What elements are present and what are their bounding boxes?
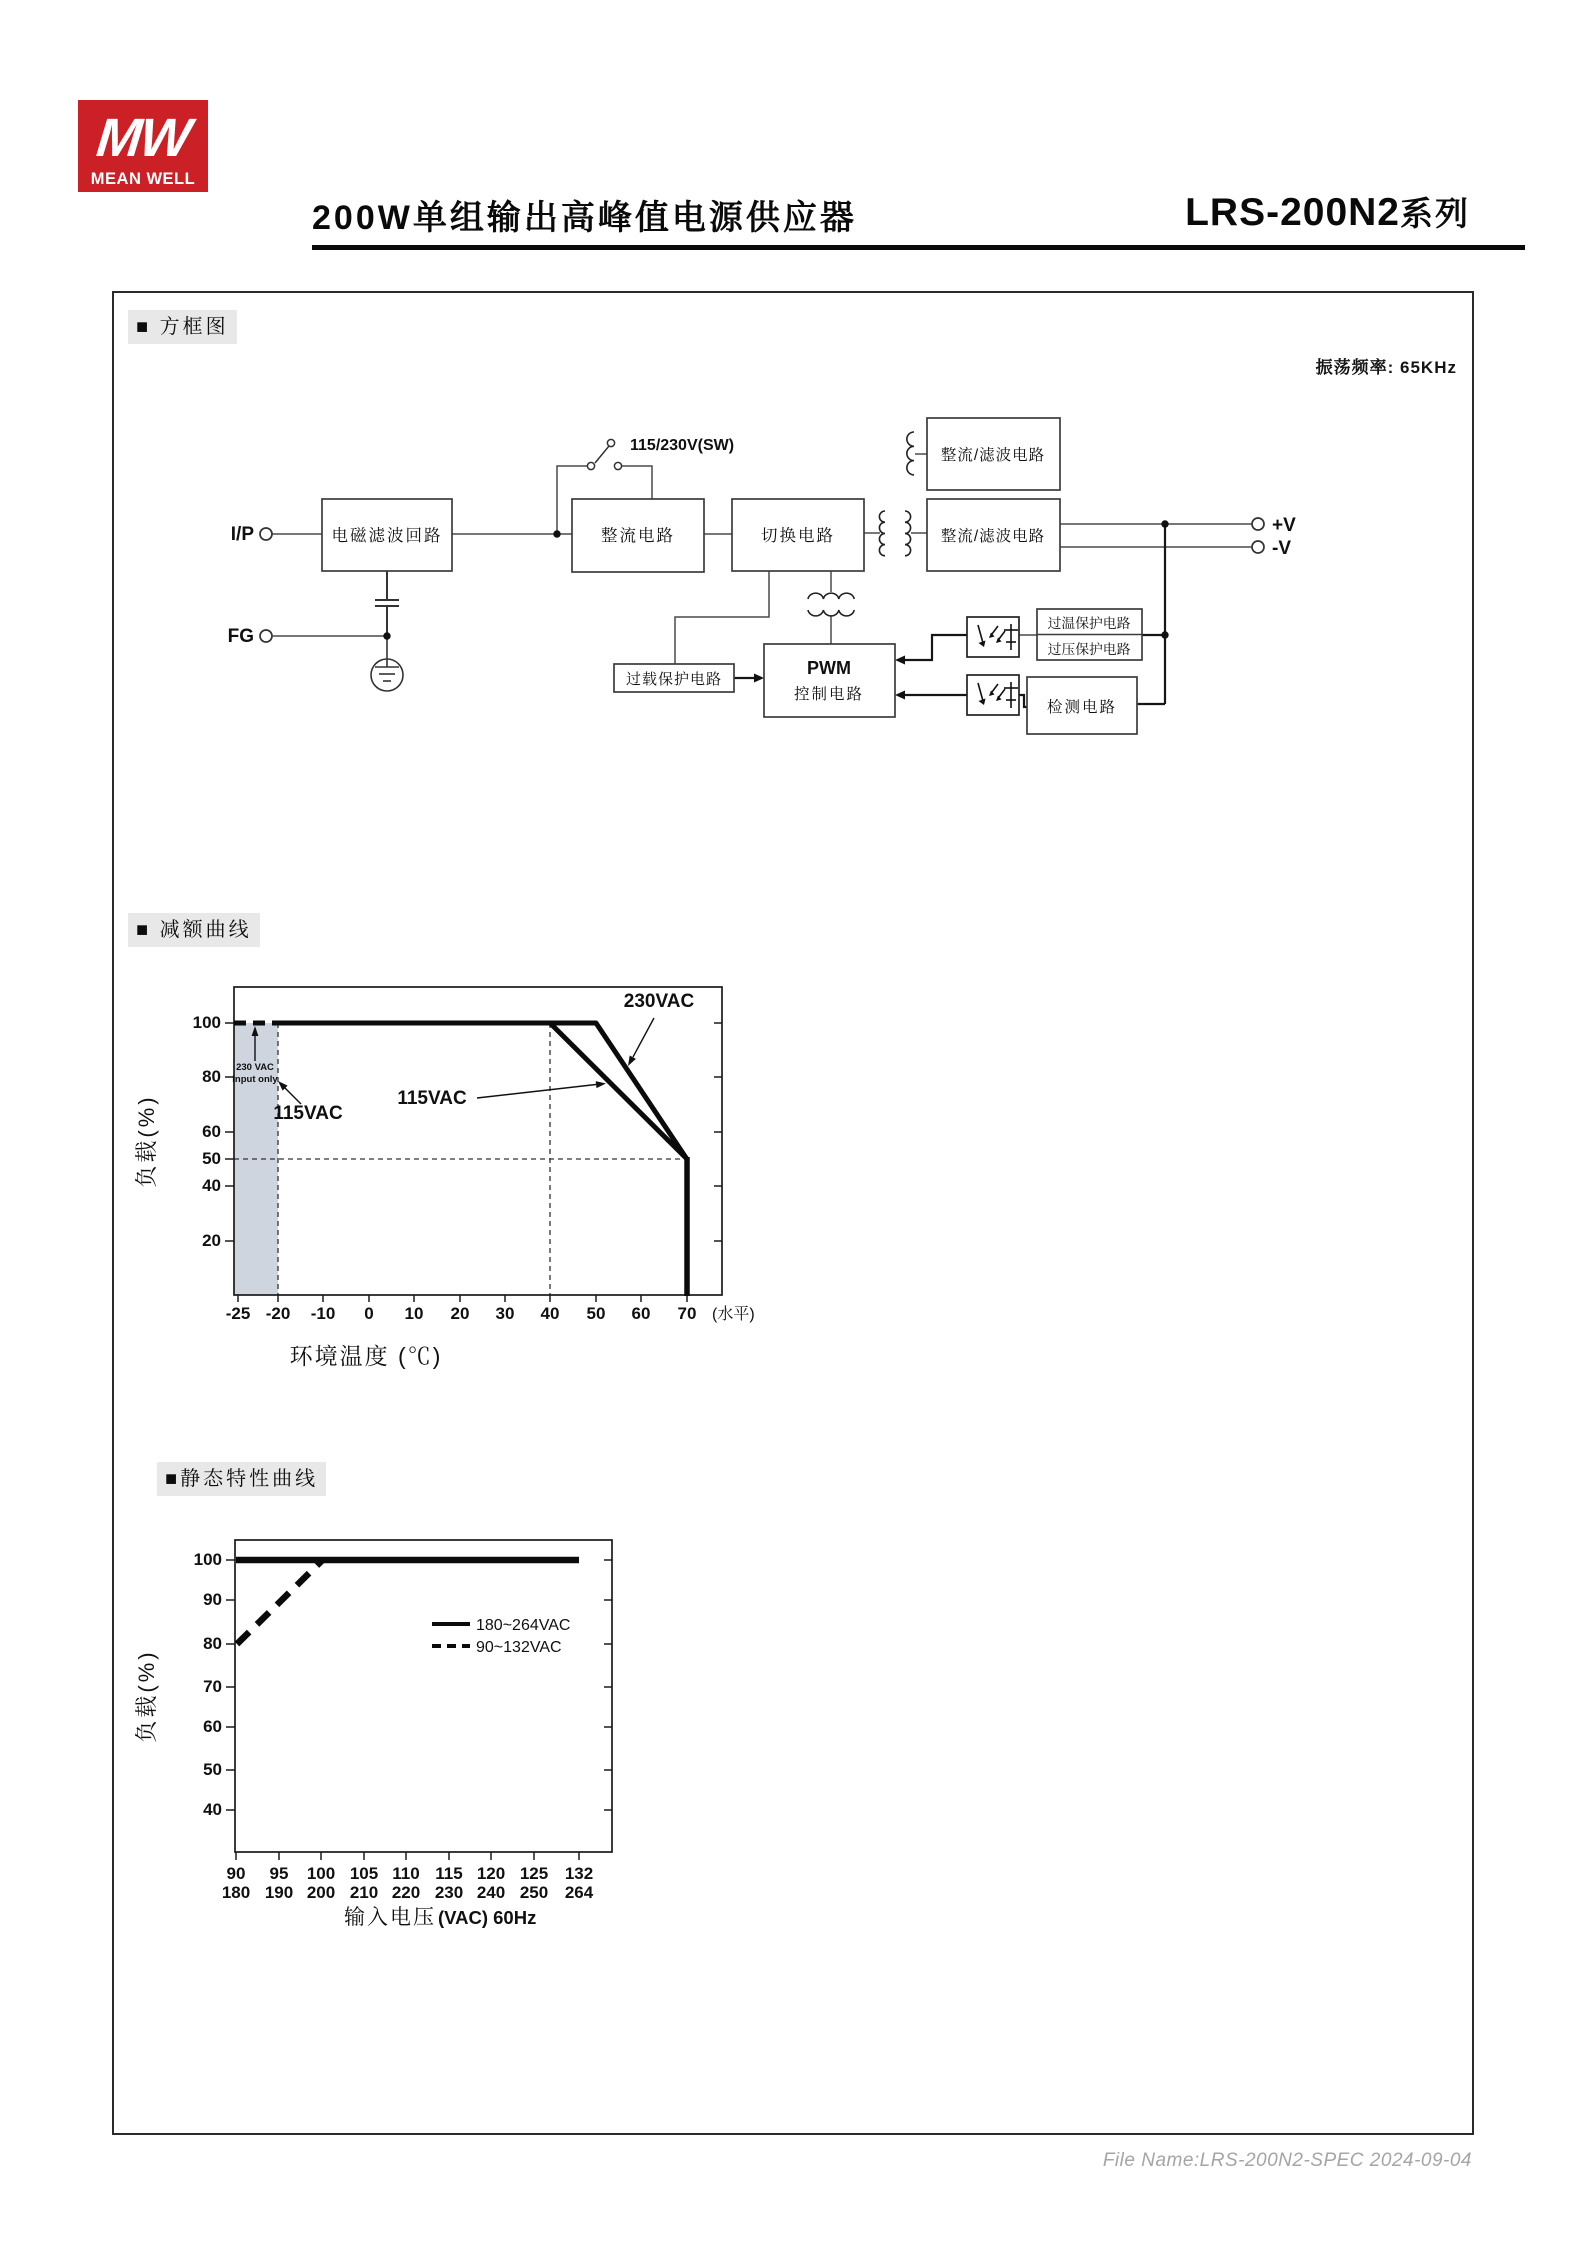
x-tick: 30	[495, 1304, 515, 1323]
y-tick: 40	[202, 1176, 221, 1195]
y-axis-labels	[194, 1550, 222, 1819]
x-tick: 190	[264, 1883, 294, 1902]
legend-entry-dashed: 90~132VAC	[476, 1639, 562, 1656]
x-tick: 20	[450, 1304, 470, 1323]
x-axis-labels-row1	[227, 1864, 594, 1883]
x-tick: 125	[519, 1864, 549, 1883]
block-rectifier	[572, 499, 704, 572]
aux-winding-icon	[907, 432, 914, 475]
x-tick: -20	[265, 1304, 291, 1323]
x-tick: 105	[349, 1864, 379, 1883]
x-unit-note: (水平)	[712, 1306, 755, 1323]
static-characteristic-chart	[114, 1473, 1472, 1953]
x-tick: 264	[564, 1883, 594, 1902]
x-tick: 132	[564, 1864, 594, 1883]
x-tick: 230	[434, 1883, 464, 1902]
x-tick: 40	[540, 1304, 560, 1323]
curve-label-115vac: 115VAC	[273, 1103, 343, 1124]
block-olp	[614, 664, 734, 692]
x-tick: 240	[476, 1883, 506, 1902]
input-terminal	[231, 524, 272, 545]
y-tick: 40	[203, 1800, 222, 1819]
y-tick: 100	[192, 1013, 221, 1032]
fg-terminal-label: FG	[227, 626, 254, 647]
voltage-selector-switch-icon	[587, 439, 621, 469]
output-terminals	[1252, 515, 1296, 559]
dashed-guides	[234, 1023, 687, 1295]
meanwell-logo-mw: MW	[93, 108, 193, 168]
x-tick: 10	[404, 1304, 424, 1323]
y-tick: 70	[203, 1677, 222, 1696]
block-rect-filter-main-label: 整流/滤波电路	[940, 528, 1046, 545]
x-tick: 95	[269, 1864, 289, 1883]
pwm-feedback-coils-icon	[808, 593, 854, 616]
y-tick: 80	[202, 1067, 221, 1086]
block-detect	[1027, 677, 1137, 734]
y-tick: 50	[203, 1760, 222, 1779]
x-axis-labels	[226, 1304, 755, 1323]
optocoupler-top	[967, 617, 1019, 657]
x-tick: 50	[586, 1304, 606, 1323]
title-underline	[312, 245, 1525, 250]
y-axis-title: 负载(%)	[134, 1094, 159, 1188]
section-title-block-diagram: ■ 方框图	[128, 310, 237, 344]
x-tick: 115	[435, 1864, 463, 1883]
diagram-wires	[272, 454, 1252, 707]
annotation-115vac-left	[273, 1081, 343, 1124]
curve-label-115vac: 115VAC	[397, 1088, 467, 1109]
capacitor-icon	[375, 571, 399, 636]
y-axis-title: 负载(%)	[134, 1649, 159, 1743]
series-title	[1185, 188, 1470, 235]
transformer-icon	[879, 511, 910, 556]
series-code: LRS-200N2	[1185, 191, 1400, 234]
x-tick: 70	[677, 1304, 697, 1323]
earth-ground-icon	[371, 636, 403, 691]
x-tick: 180	[221, 1883, 251, 1902]
x-tick: 90	[226, 1864, 246, 1883]
x-tick: 220	[391, 1883, 421, 1902]
block-switching-label: 切换电路	[761, 527, 835, 545]
ip-terminal-label: I/P	[230, 524, 254, 545]
x-tick: 200	[306, 1883, 336, 1902]
x-tick: -25	[225, 1304, 251, 1323]
y-tick: 80	[203, 1634, 222, 1653]
curve-label-230vac: 230VAC	[623, 991, 695, 1012]
chart-frame	[234, 987, 722, 1295]
block-detect-label: 检测电路	[1046, 699, 1118, 716]
page-title: 200W单组输出高峰值电源供应器	[312, 199, 857, 237]
switch-label: 115/230V(SW)	[630, 437, 735, 454]
x-tick: 100	[306, 1864, 336, 1883]
block-rect-filter-top	[927, 418, 1060, 490]
x-axis-title: 环境温度 (℃)	[289, 1343, 443, 1369]
y-axis-ticks	[225, 1023, 722, 1241]
oscillator-frequency-note: 振荡频率: 65KHz	[1315, 358, 1457, 377]
chart-frame	[235, 1540, 612, 1852]
legend-entry-solid: 180~264VAC	[476, 1617, 571, 1634]
legend	[432, 1617, 570, 1656]
section-title-static: ■静态特性曲线	[157, 1462, 326, 1496]
vplus-terminal-label: +V	[1272, 515, 1296, 536]
block-pwm	[764, 644, 895, 717]
x-axis-ticks	[236, 1852, 579, 1860]
optocoupler-bottom	[967, 675, 1019, 715]
x-axis-ticks	[238, 1295, 687, 1302]
x-tick: 250	[519, 1883, 549, 1902]
x-tick: 0	[364, 1304, 374, 1323]
y-tick: 100	[193, 1550, 222, 1569]
y-axis-labels	[193, 1013, 221, 1250]
block-otp-ovp	[1037, 609, 1142, 660]
x-tick: 120	[476, 1864, 506, 1883]
block-switching	[732, 499, 864, 571]
content-frame	[112, 291, 1474, 2135]
ann-line1: 230 VAC	[236, 1062, 274, 1073]
x-tick: 60	[631, 1304, 651, 1323]
series-suffix: 系列	[1400, 195, 1470, 232]
fg-terminal	[228, 626, 387, 647]
meanwell-logo	[78, 100, 208, 192]
block-pwm-label1: PWM	[807, 658, 851, 678]
block-emi-filter-label: 电磁滤波回路	[331, 527, 443, 545]
y-tick: 90	[203, 1590, 222, 1609]
x-tick: -10	[310, 1304, 336, 1323]
x-tick: 110	[392, 1864, 420, 1883]
block-rect-filter-top-label: 整流/滤波电路	[940, 447, 1046, 464]
block-pwm-label2: 控制电路	[793, 686, 865, 703]
block-diagram	[114, 293, 1472, 853]
block-olp-label: 过载保护电路	[625, 671, 723, 688]
x-axis-title	[344, 1906, 536, 1929]
x-tick: 210	[349, 1883, 379, 1902]
block-emi-filter	[322, 499, 452, 571]
annotation-230vac	[624, 991, 695, 1066]
x-axis-labels-row2	[222, 1883, 594, 1902]
vminus-terminal-label: -V	[1272, 538, 1291, 559]
block-otp-label: 过温保护电路	[1047, 616, 1131, 631]
meanwell-logo-name: MEAN WELL	[90, 170, 196, 188]
y-tick: 60	[203, 1717, 222, 1736]
block-ovp-label: 过压保护电路	[1047, 642, 1131, 657]
derating-chart	[114, 893, 1472, 1373]
block-rect-filter-main	[927, 499, 1060, 571]
ann-line2: Input only	[232, 1074, 278, 1085]
annotation-115vac-mid	[397, 1081, 606, 1109]
y-tick: 60	[202, 1122, 221, 1141]
section-title-derating: ■ 减额曲线	[128, 913, 260, 947]
x-axis-title-cjk: 输入电压	[344, 1906, 436, 1929]
footer-filename: File Name:LRS-200N2-SPEC 2024-09-04	[1102, 2150, 1472, 2171]
y-tick: 50	[202, 1149, 221, 1168]
y-tick: 20	[202, 1231, 221, 1250]
block-rectifier-label: 整流电路	[601, 527, 675, 545]
x-axis-title-latin: (VAC) 60Hz	[438, 1907, 537, 1928]
